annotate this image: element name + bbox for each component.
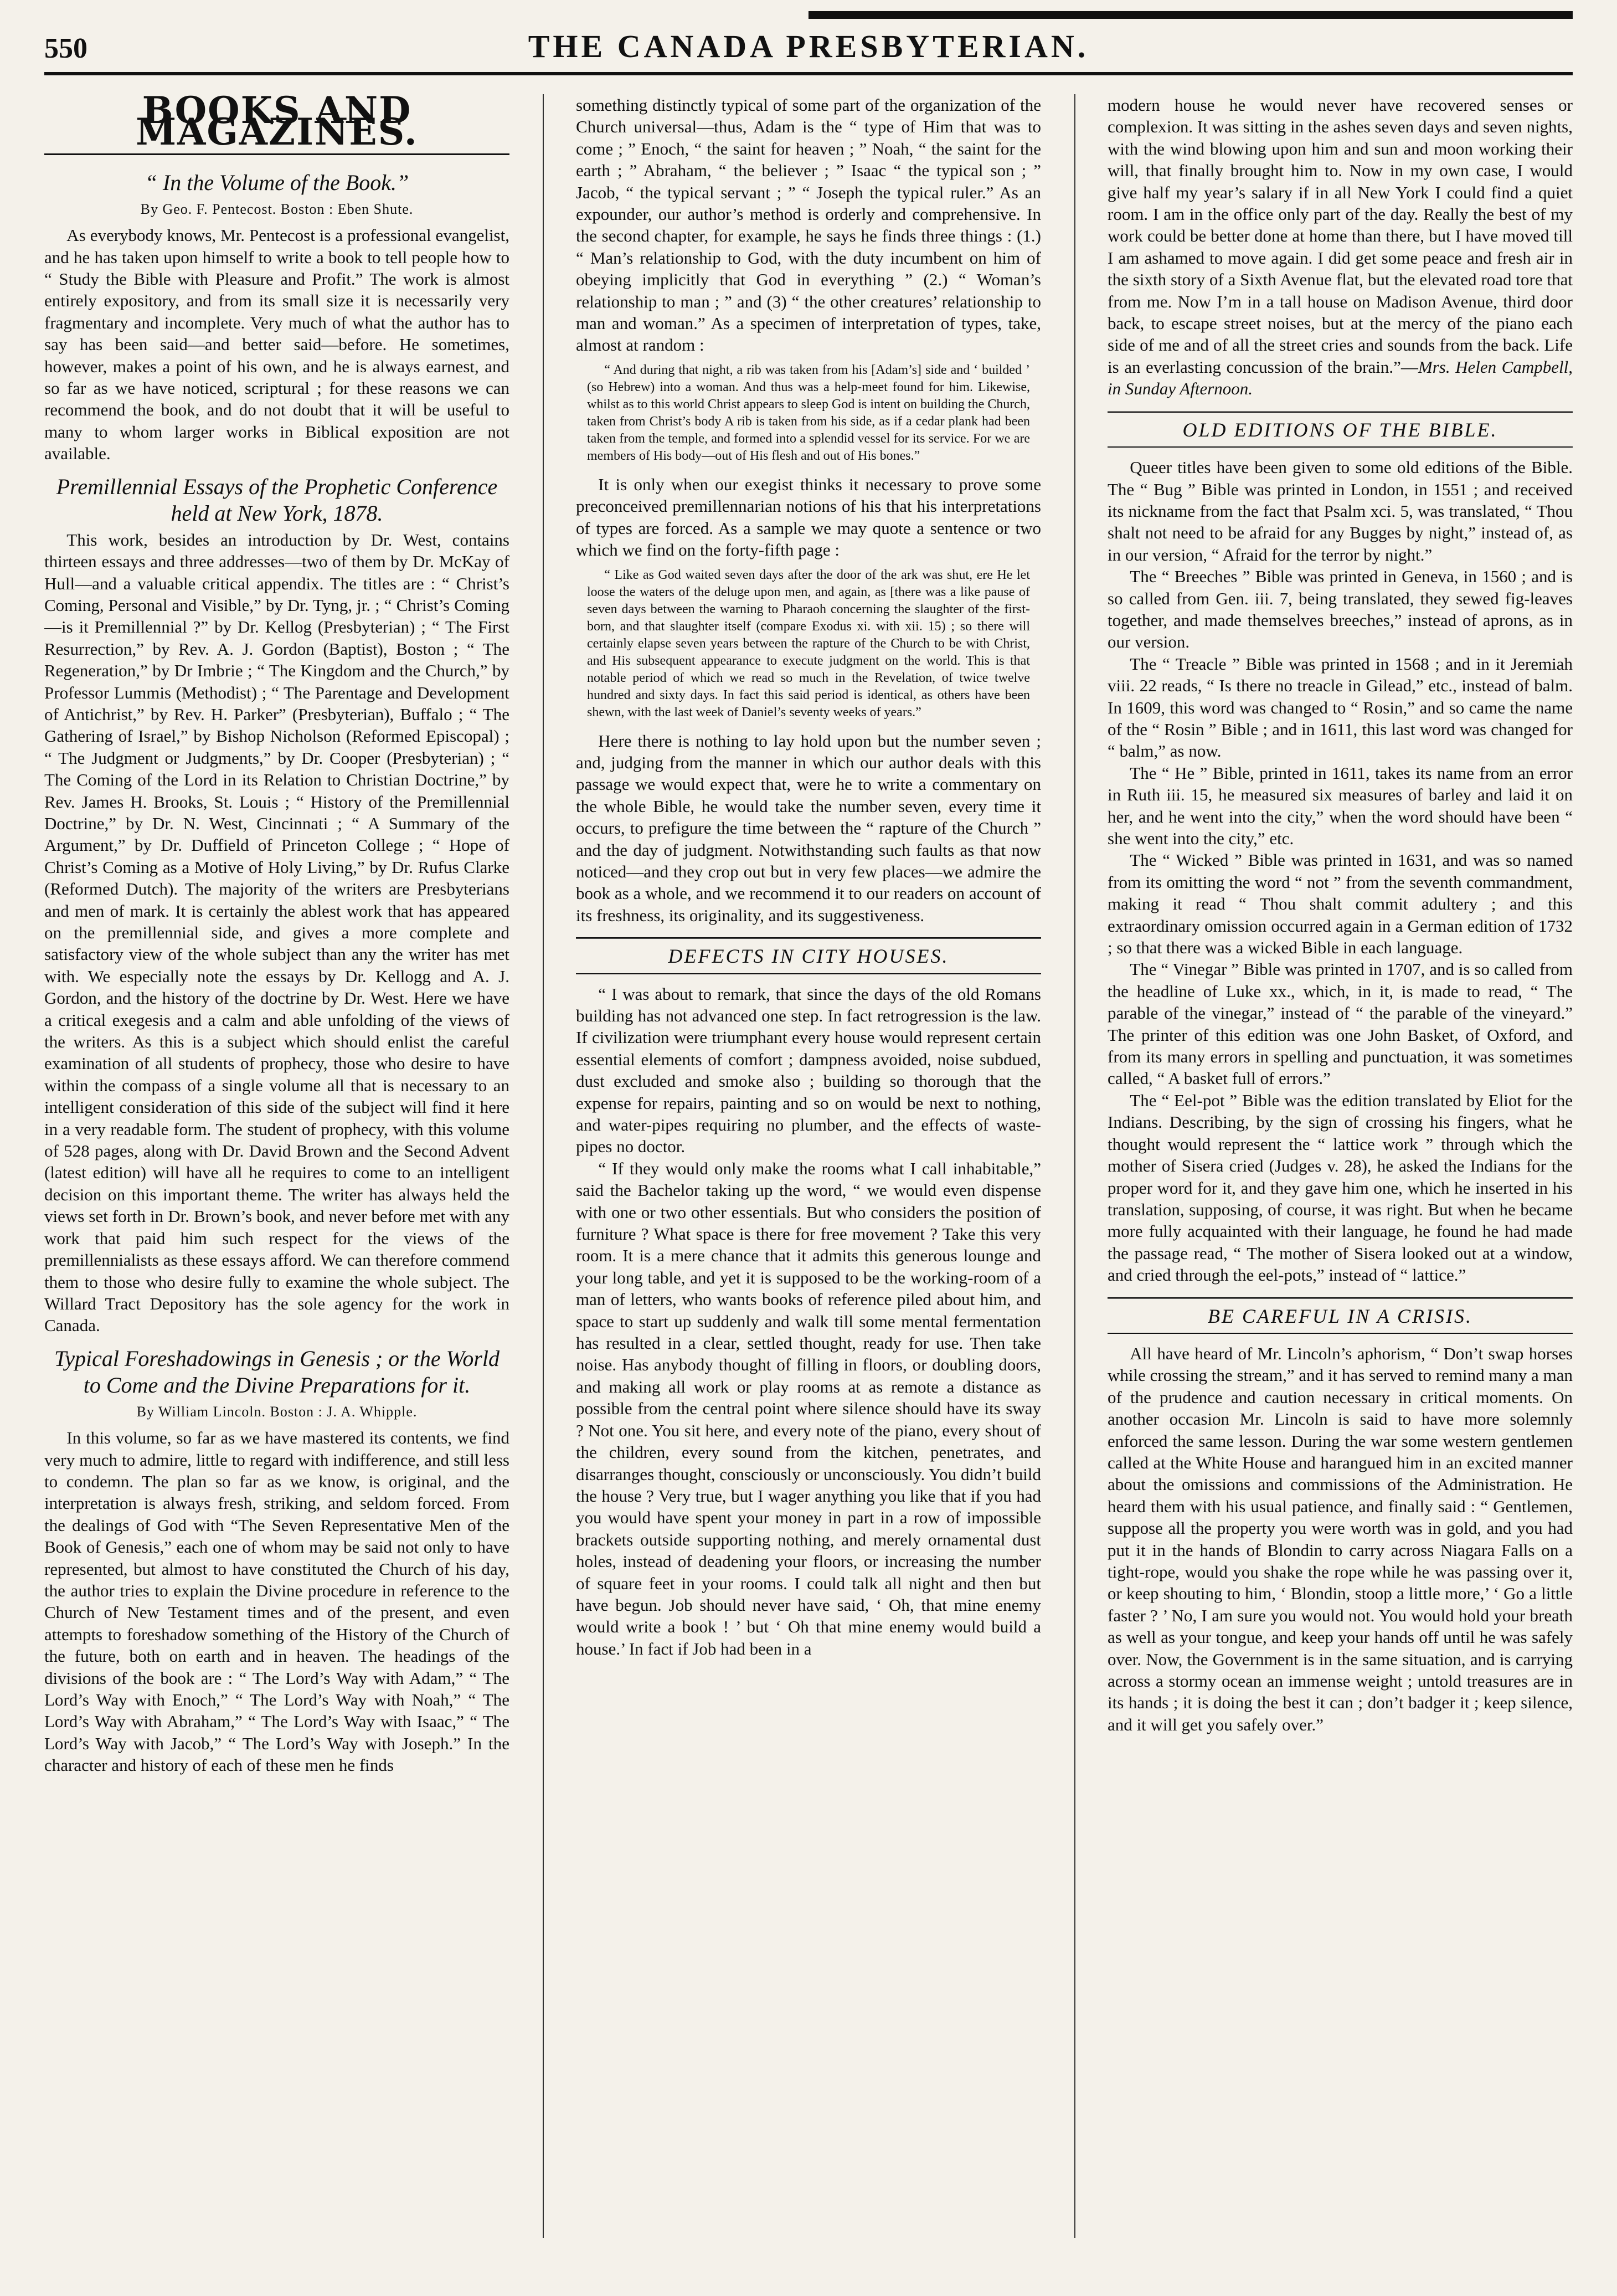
review-title: Typical Foreshadowings in Genesis ; or the World to Come and the Divine Preparations for it. xyxy=(54,1345,500,1398)
review-body: Here there is nothing to lay hold upon but the number seven ; and, judging from the manner in which our author deals with this passage we would expect that, were he to write a commentary on the whole Bible, he would take the number seven, every time it occurs, to prefigure the time between the “ rapture of the Church ” and the day of judgment. Notwithstanding such faults as that now noticed—and they crop out but in very few places—we admire the book as a whole, and we recommend it to our readers on account of its freshness, its originality, and its suggestiveness. xyxy=(576,731,1041,925)
article-heading: DEFECTS IN CITY HOUSES. xyxy=(576,937,1041,974)
column-1 xyxy=(44,94,509,2238)
article-body: “ I was about to remark, that since the days of the old Romans building has not advanced one step. In fact retrogression is the law. If civilization were triumphant every house would represent certain essential elements of comfort ; dampness avoided, noise subdued, dust excluded and smoke also ; building so thorough that the expense for repairs, painting and so on would be next to nothing, and water-pipes requiring no plumber, and the effects of waste-pipes no doctor. xyxy=(576,984,1041,1157)
top-rule xyxy=(808,11,1573,19)
article-body: All have heard of Mr. Lincoln’s aphorism, “ Don’t swap horses while crossing the stream,” and it has served to remind many a man of the prudence and caution necessary in critical moments. On another occasion Mr. Lincoln is said to have more solemnly enforced the same lesson. During the war some western gentlemen called at the White House and harangued him in an excited manner about the omissions and commissions of the Administration. He heard them with his usual patience, and finally said : “ Gentlemen, suppose all the property you were worth was in gold, and you had put it in the hands of Blondin to carry across Niagara Falls on a tight-rope, would you shake the rope while he was passing over it, or keep shouting to him, ‘ Blondin, stoop a little more,’ ‘ Go a little faster ? ’ No, I am sure you would not. You would hold your breath as well as your tongue, and keep your hands off until he was safely over. Now, the Government is in the same situation, and is carrying across a stormy ocean an immense weight ; untold treasures are in its hands ; it is doing the best it can ; don’t badger it ; keep silence, and it will get you safely over.” xyxy=(1108,1343,1573,1734)
block-quote: “ Like as God waited seven days after the door of the ark was shut, ere He let loose the waters of the deluge upon men, and again, as [there was a like pause of seven days between the warning to Pharaoh concerning the slaughter of the first-born, and that slaughter itself (compare Exodus xi. with xii. 15) ; so there will certainly elapse seven years between the rapture of the Church to be with Christ, and His subsequent appearance to execute judgment on the world. This is that notable period of which we read so much in the Revelation, of twice twelve hundred and sixty days. In fact this said period is identical, as others have been shewn, with the last week of Daniel’s seventy weeks of years.” xyxy=(587,567,1030,720)
column-2 xyxy=(576,94,1041,2238)
review-body: something distinctly typical of some part of the organization of the Church universal—thus, Adam is the “ type of Him that was to come ; ” Enoch, “ the saint for heaven ; ” Noah, “ the saint for the earth ; ” Abraham, “ the believer ; ” Isaac “ the typical son ; ” Jacob, “ the typical servant ; ” “ Joseph the typical ruler.” As an expounder, our author’s method is orderly and comprehensive. In the second chapter, for example, he says he finds three things : (1.) “ Man’s relationship to God, with the duty incumbent on him of obeying implicitly that God in everything ” (2.) “ Woman’s relationship to man ; ” and (3) “ the other creatures’ relationship to man and woman.” As a specimen of interpretation of types, take, almost at random : xyxy=(576,95,1041,355)
article-body xyxy=(1108,94,1573,400)
review-body: As everybody knows, Mr. Pentecost is a professional evangelist, and he has taken upon himself to write a book to tell people how to “ Study the Bible with Pleasure and Profit.” The work is almost entirely expository, and from its small size it is necessarily very fragmentary and incomplete. Very much of what the author has to say has been said—and better said—before. He sometimes, however, makes a point of his own, and he is always earnest, and so far as we have noticed, scriptural ; for these reasons we can recommend the book, and do not doubt that it will be useful to many to whom larger works in Biblical exposition are not available. xyxy=(44,225,509,464)
column-divider xyxy=(543,94,544,2238)
article-body: “ If they would only make the rooms what I call inhabitable,” said the Bachelor taking up the word, “ we would even dispense with one or two other essentials. But who considers the position of furniture ? What space is there for free movement ? Take this very room. It is a mere chance that it admits this generous lounge and your long table, and yet it is supposed to be the working-room of a man of letters, who wants books of reference piled about him, and space to start up suddenly and walk till some mental fermentation has resulted in a clear, settled thought, ready for use. Then take noise. Has anybody thought of filling in floors, or doubling doors, and making all work or play rooms at as remote a distance as possible from the central point where silence should have its sway ? Not one. You sit here, and every note of the piano, every shout of the children, every sound from the kitchen, penetrates, and disarranges thought, consciously or unconsciously. You didn’t build the house ? Very true, but I wager anything you like that if you had you would have spent your money in part in a row of impossible brackets outside supporting nothing, and merely ornamental dust holes, instead of deadening your floors, or increasing the number of square feet in your rooms. I could talk all night and then but have begun. Job should never have said, ‘ Oh, that mine enemy would write a book ! ’ but ‘ Oh that mine enemy would build a house.’ In fact if Job had been in a xyxy=(576,1158,1041,1658)
newspaper-page xyxy=(44,11,1573,2282)
running-title: THE CANADA PRESBYTERIAN. xyxy=(528,28,1089,64)
page-header xyxy=(44,11,1573,75)
review-body: It is only when our exegist thinks it necessary to prove some preconceived premillennarian notions of his that his interpretations of types are forced. As a sample we may quote a sentence or two which we find on the forty-fifth page : xyxy=(576,474,1041,560)
column-divider xyxy=(1074,94,1075,2238)
article-body: The “ He ” Bible, printed in 1611, takes its name from an error in Ruth iii. 15, he measured six measures of barley and laid it on her, and he went into the city,” when the word should have been “ she went into the city,” etc. xyxy=(1108,763,1573,848)
column-3 xyxy=(1108,94,1573,2238)
article-body: The “ Vinegar ” Bible was printed in 1707, and is so called from the headline of Luke xx., which, in it, is made to read, “ The parable of the vinegar,” instead of “ the parable of the vineyard.” The printer of this edition was one John Basket, of Oxford, and from its many errors in spelling and punctuation, it was sometimes called, “ A basket full of errors.” xyxy=(1108,959,1573,1088)
article-body: The “ Wicked ” Bible was printed in 1631, and was so named from its omitting the word “ not ” from the seventh commandment, making it read “ Thou shalt commit adultery ; and this extraordinary omission occurred again in a German edition of 1732 ; so that there was a wicked Bible in each language. xyxy=(1108,850,1573,958)
page-number: 550 xyxy=(44,33,87,64)
review-byline: By Geo. F. Pentecost. Boston : Eben Shute. xyxy=(140,201,414,217)
article-heading: BE CAREFUL IN A CRISIS. xyxy=(1108,1297,1573,1334)
review-title: “ In the Volume of the Book.” xyxy=(145,169,409,195)
review-body: In this volume, so far as we have mastered its contents, we find very much to admire, little to regard with indifference, and still less to condemn. The plan so far as we know, is original, and the interpretation is always fresh, striking, and seldom forced. From the dealings of God with “The Seven Representative Men of the Book of Genesis,” each one of whom may be said not only to have represented, but almost to have constituted the Church of his day, the author tries to explain the Divine procedure in reference to the Church of New Testament times and of the present, and even attempts to foreshadow something of the History of the Church of the future, both on earth and in heaven. The headings of the divisions of the book are : “ The Lord’s Way with Adam,” “ The Lord’s Way with Enoch,” “ The Lord’s Way with Noah,” “ The Lord’s Way with Abraham,” “ The Lord’s Way with Isaac,” “ The Lord’s Way with Jacob,” “ The Lord’s Way with Joseph.” In the character and history of each of these men he finds xyxy=(44,1428,509,1775)
review-title: Premillennial Essays of the Prophetic Conference held at New York, 1878. xyxy=(56,474,498,526)
review-body: This work, besides an introduction by Dr. West, contains thirteen essays and three addresses—two of them by Dr. McKay of Hull—and a valuable critical appendix. The titles are : “ Christ’s Coming, Personal and Visible,” by Dr. Tyng, jr. ; “ Christ’s Coming—is it Premillennial ?” by Dr. Kellog (Presbyterian) ; “ The First Resurrection,” by Rev. A. J. Gordon (Baptist), Boston ; “ The Regeneration,” by Dr Imbrie ; “ The Kingdom and the Church,” by Professor Lummis (Methodist) ; “ The Parentage and Development of Antichrist,” by Rev. H. Parker” (Presbyterian), Buffalo ; “ The Gathering of Israel,” by Bishop Nicholson (Reformed Episcopal) ; “ The Judgment or Judgments,” by Dr. Cooper (Presbyterian) ; “ The Coming of the Lord in its Relation to Christian Doctrine,” by Rev. James H. Brooks, St. Louis ; “ History of the Premillennial Doctrine,” by Dr. N. West, Cincinnati ; “ A Summary of the Argument,” by Dr. Duffield of Princeton College ; “ Hope of Christ’s Coming as a Motive of Holy Living,” by Dr. Rufus Clarke (Reformed Dutch). The majority of the writers are Presbyterians and men of mark. It is certainly the ablest work that has appeared on the premillennial side, and gives a more complete and satisfactory view of the whole subject than any the writer has met with. We especially note the essays by Dr. Kellogg and A. J. Gordon, and the history of the doctrine by Dr. West. Here we have a critical exegesis and a calm and able unfolding of the views of the writers. As this is a subject which should enlist the careful examination of all students of prophecy, those who desire to have within the compass of a single volume all that is necessary to an intelligent consideration of this side of the subject will find it here in a very readable form. The student of prophecy, with this volume of 528 pages, along with Dr. David Brown and the Second Advent (latest edition) will have all he requires to come to an intelligent decision on this important theme. The writer has always held the views set forth in Dr. Brown’s book, and never before met with any work that paid him such respect for the views of the premillennialists as these essays afford. We can therefore commend them to those who desire fully to examine the whole subject. The Willard Tract Depository has the sole agency for the work in Canada. xyxy=(44,530,509,1336)
article-text: modern house he would never have recovered senses or complexion. It was sitting in the ashes seven days and seven nights, with the wind blowing upon him and sun and moon working their will, that finally brought him to. Now in my own case, I would give half my year’s salary if in all New York I could find a quiet room. I am in the office only part of the day. Really the best of my work could be better done at home than there, but I have moved till I am ashamed to move again. I did get some peace and fresh air in the sixth story of a Sixth Avenue flat, but the elevated road tore that from me. Now I’m in a tall house on Madison Avenue, third door back, to escape street noises, but at the mercy of the piano each side of me and of all the street cries and sounds from the back. Life is an everlasting concussion of the brain.”— xyxy=(1108,95,1573,377)
article-body: Queer titles have been given to some old editions of the Bible. The “ Bug ” Bible was printed in London, in 1551 ; and received its nickname from the fact that Psalm xci. 5, was translated, “ Thou shalt not need to be afraid for any Bugges by night,” instead of, as in our version, “ Afraid for the terror by night.” xyxy=(1108,458,1573,564)
article-body: The “ Eel-pot ” Bible was the edition translated by Eliot for the Indians. Describing, by the sign of crossing his fingers, what he thought would represent the “ lattice work ” through which the mother of Sisera cried (Judges v. 28), he asked the Indians for the proper word for it, and they gave him one, which he inserted in his translation, supposing, of course, it was right. But when he became more fully acquainted with their language, he found he had made the passage read, “ The mother of Sisera looked out at a window, and cried through the eel-pots,” instead of “ lattice.” xyxy=(1108,1090,1573,1285)
section-masthead: BOOKS AND MAGAZINES. xyxy=(44,94,509,155)
review-byline: By William Lincoln. Boston : J. A. Whipple. xyxy=(136,1403,418,1420)
article-heading: OLD EDITIONS OF THE BIBLE. xyxy=(1108,411,1573,448)
block-quote: “ And during that night, a rib was taken from his [Adam’s] side and ‘ builded ’ (so Hebrew) into a woman. And thus was a help-meet found for him. Likewise, whilst as to this world Christ appears to sleep God is intent on building the Church, taken from Christ’s body A rib is taken from his side, as if a cedar plank had been taken from the temple, and formed into a splendid vessel for its service. For we are members of His body—out of His flesh and out of His bones.” xyxy=(587,362,1030,463)
article-body: The “ Breeches ” Bible was printed in Geneva, in 1560 ; and is so called from Gen. iii. 7, being translated, they sewed fig-leaves together, and made themselves breeches,” instead of aprons, as in our version. xyxy=(1108,567,1573,652)
article-body: The “ Treacle ” Bible was printed in 1568 ; and in it Jeremiah viii. 22 reads, “ Is there no treacle in Gilead,” etc., instead of balm. In 1609, this word was changed to “ Rosin,” and so came the name of the “ Rosin ” Bible ; and in 1611, this last word was changed for “ balm,” as now. xyxy=(1108,654,1573,761)
article-attribution: Mrs. Helen Campbell, in Sunday Afternoon. xyxy=(1108,357,1573,399)
